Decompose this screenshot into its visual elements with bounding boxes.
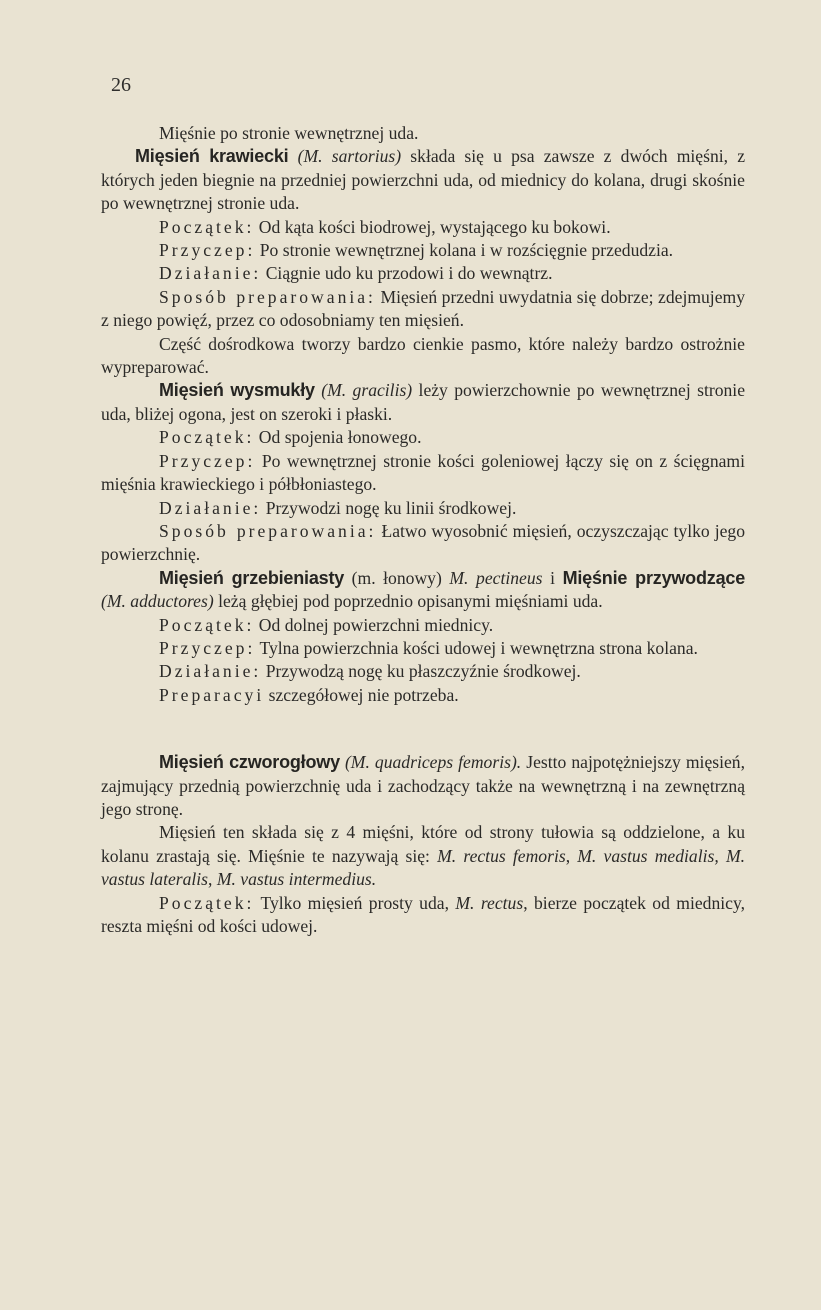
latin-name: (M. gracilis) — [321, 380, 413, 401]
paragraph-sartorius: Mięsień krawiecki (M. sartorius) składa się u psa zawsze z dwóch mięśni, z których jeden biegnie na przedniej powierzchni uda, od miednicy do kolana, drugi skośnie po wewnętrznej stronie uda. — [101, 146, 746, 214]
latin-name: M. vastus intermedius. — [216, 869, 377, 890]
paragraph-preparation: Sposób preparowania: Mięsień przedni uwydatnia się dobrze; zdejmujemy z niego powięź, przez co odosobniamy ten mięsień. — [101, 286, 745, 331]
paragraph-origin: Początek: Tylko mięsień prosty uda, M. rectus, bierze początek od miednicy, reszta mięśni od kości udowej. — [101, 892, 746, 936]
latin-name: M. rectus femoris — [437, 845, 566, 866]
paragraph-origin: Początek: Od spojenia łonowego. — [159, 427, 422, 448]
paragraph-insertion: Przyczep: Po wewnętrznej stronie kości goleniowej łączy się on z ścięgnami mięśnia krawieckiego i półbłoniastego. — [101, 450, 745, 495]
paragraph-origin: Początek: Od kąta kości biodrowej, wystającego ku bokowi. — [159, 216, 611, 237]
spaced-keyword: Działanie: — [159, 661, 262, 682]
paragraph-pectineus: Mięsień grzebieniasty (m. łonowy) M. pectineus i Mięśnie przywodzące (M. adductores) leżą głębiej pod poprzednio opisanymi mięśniami uda. — [101, 567, 746, 612]
section-heading: Mięśnie po stronie wewnętrznej uda. — [159, 123, 419, 143]
spaced-keyword: Przyczep: — [159, 240, 256, 261]
paragraph-insertion: Przyczep: Po stronie wewnętrznej kolana i w rozścięgnie przedudzia. — [159, 240, 674, 261]
paragraph-quadriceps: Mięsień czworogłowy (M. quadriceps femoris). Jestto najpotężniejszy mięsień, zajmujący przednią powierzchnię uda i zachodzący także na wewnętrzną i na zewnętrzną jego stronę. — [101, 752, 745, 819]
paragraph-action: Działanie: Przywodzą nogę ku płaszczyźnie środkowej. — [159, 661, 581, 682]
latin-name: (M. sartorius) — [297, 146, 402, 167]
spaced-keyword: Preparacyi — [159, 684, 265, 705]
spaced-keyword: Początek: — [159, 614, 255, 635]
spaced-keyword: Początek: — [159, 892, 255, 913]
latin-name: M. pectineus — [449, 567, 543, 588]
page-number: 26 — [111, 74, 131, 96]
latin-name: M. rectus — [455, 892, 524, 913]
muscle-heading: Mięśnie przywodzące — [562, 567, 746, 588]
page-text — [101, 122, 745, 938]
paragraph-preparation: Preparacyi szczegółowej nie potrzeba. — [159, 684, 459, 705]
latin-name: (M. adductores) — [101, 591, 214, 612]
spaced-keyword: Początek: — [159, 216, 255, 237]
paragraph-action: Działanie: Ciągnie udo ku przodowi i do wewnątrz. — [159, 263, 553, 284]
latin-name: M. vastus medialis, — [577, 845, 719, 866]
paragraph-gracilis: Mięsień wysmukły (M. gracilis) leży powierzchownie po wewnętrznej stronie uda, bliżej ogona, jest on szeroki i płaski. — [101, 380, 745, 424]
spaced-keyword: Początek: — [159, 427, 255, 448]
paragraph-origin: Początek: Od dolnej powierzchni miednicy. — [159, 614, 494, 635]
paragraph-quadriceps-parts: Mięsień ten składa się z 4 mięśni, które od strony tułowia są oddzielone, a ku kolanu zrastają się. Mięśnie te nazywają się: M. rectus femoris, M. vastus medialis, M. vastus lateralis, M. vastus intermedius. — [101, 822, 745, 890]
muscle-heading: Mięsień wysmukły — [159, 380, 315, 401]
paragraph-note: Część dośrodkowa tworzy bardzo cienkie pasmo, które należy bardzo ostrożnie wypreparować. — [101, 333, 745, 378]
muscle-heading: Mięsień krawiecki — [135, 146, 289, 167]
paragraph-preparation: Sposób preparowania: Łatwo wyosobnić mięsień, oczyszczając tylko jego powierzchnię. — [101, 520, 746, 565]
muscle-heading: Mięsień czworogłowy — [159, 752, 340, 773]
spaced-keyword: Działanie: — [159, 497, 262, 518]
spaced-keyword: Sposób preparowania: — [159, 520, 377, 541]
spaced-keyword: Przyczep: — [159, 637, 256, 658]
section-gap — [101, 707, 745, 751]
latin-name: (M. quadriceps femoris). — [344, 752, 522, 773]
muscle-heading: Mięsień grzebieniasty — [159, 567, 345, 588]
latin-name: M. vastus lateralis — [101, 845, 745, 890]
spaced-keyword: Przyczep: — [159, 450, 256, 471]
spaced-keyword: Działanie: — [159, 263, 262, 284]
paragraph-action: Działanie: Przywodzi nogę ku linii środkowej. — [159, 497, 517, 518]
paragraph-insertion: Przyczep: Tylna powierzchnia kości udowej i wewnętrzna strona kolana. — [159, 637, 698, 658]
spaced-keyword: Sposób preparowania: — [159, 286, 376, 307]
